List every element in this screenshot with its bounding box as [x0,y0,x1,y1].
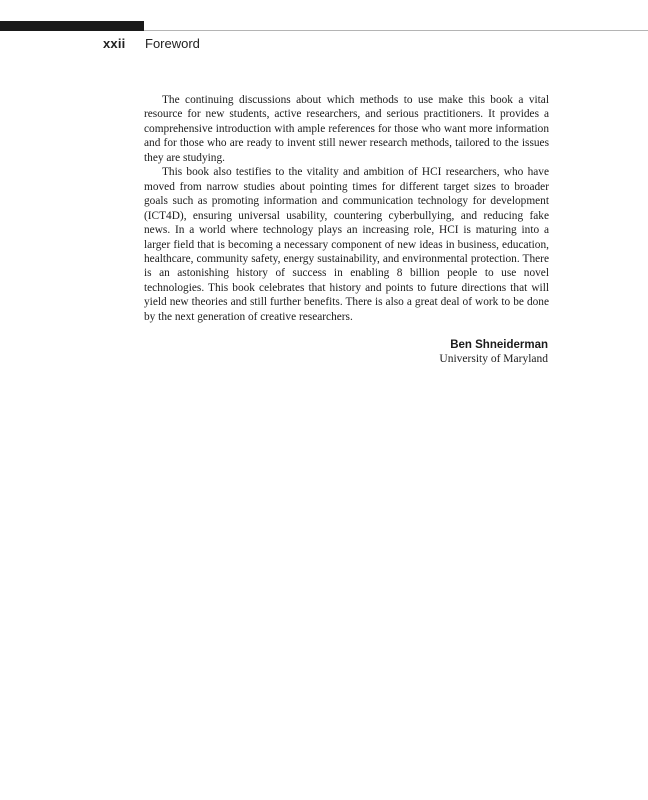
section-title: Foreword [145,36,200,51]
paragraph-1: The continuing discussions about which methods to use make this book a vital resource for new students, active researchers, and serious practitioners. It provides a comprehensive introduction with ample references for those who want more information and for those who are ready to invent still newer research methods, tailored to the issues they are studying. [144,94,549,164]
page-number: xxii [103,36,126,51]
signature-block [439,338,548,366]
paragraph-2: This book also testifies to the vitality and ambition of HCI researchers, who have moved from narrow studies about pointing times for different target sizes to broader goals such as promoting information and communication technology for development (ICT4D), ensuring universal usability, countering cyberbullying, and reducing fake news. In a world where technology plays an increasing role, HCI is maturing into a larger field that is becoming a necessary component of new ideas in business, education, healthcare, community safety, energy sustainability, and environmental protection. There is an astonishing history of success in enabling 8 billion people to use novel technologies. This book celebrates that history and points to future directions that will yield new theories and still further benefits. There is also a great deal of work to be done by the next generation of creative researchers. [144,166,549,323]
author-affiliation: University of Maryland [439,353,548,365]
header-bar [0,21,144,31]
header-rule [144,30,648,31]
author-name: Ben Shneiderman [450,339,548,351]
running-head [0,35,648,53]
body-text [144,93,549,324]
